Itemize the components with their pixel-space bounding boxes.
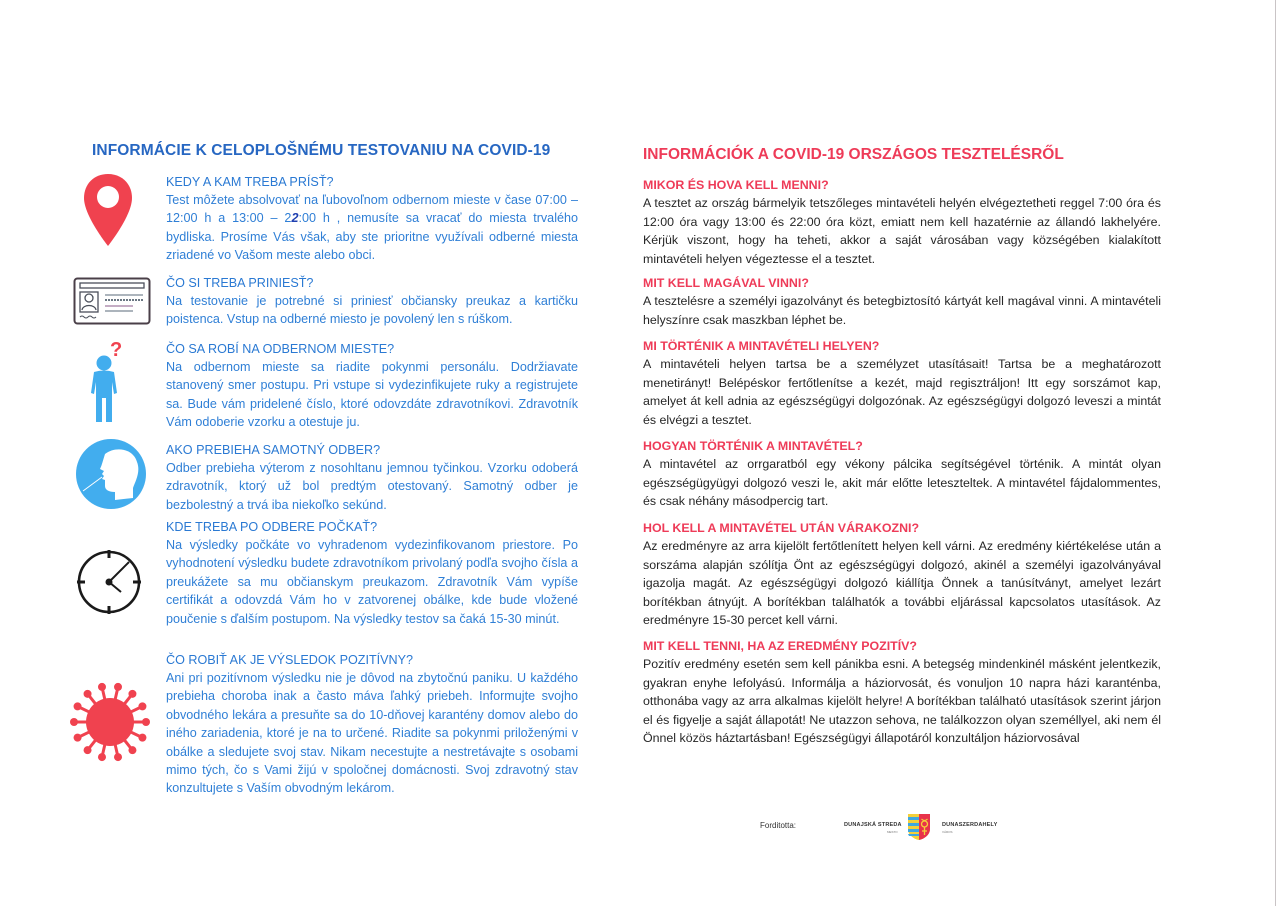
virus-spike-tip [138,702,146,710]
hungarian-section-when-where [643,176,1161,268]
virus-spike-tip [98,683,106,691]
section-body: Na odbernom mieste sa riadite pokynmi personálu. Dodržiavate stanovený smer postupu. Pri vstupe si vydezinfikujete ruky a registrujete sa. Bude vám pridelené číslo, ktoré odovzdáte zdravotníkovi. Zdravotník Vám odoberie vzorku a otestuje ju. [166,360,578,430]
virus-spike-tip [142,718,150,726]
section-body: Az eredményre az arra kijelölt fertőtlenített helyen kell várni. Az eredmény kiértékelése után a sorszáma alapján szólítja Önt az egészségügyi dolgozó, akinél a személyi igazolványával igazolja magát. Az egészségügyi dolgozó kiállítja Önnek a tanúsítványt, amelyet lezárt borítékban átnyújt. A borítékban találhatók a további eljárással kapcsolatos utasítások. Az eredményre 15-30 percet kell várni. [643,539,1161,627]
virus-spike-tip [84,746,92,754]
virus-spike-tip [70,718,78,726]
section-heading: HOGYAN TÖRTÉNIK A MINTAVÉTEL? [643,439,863,453]
hungarian-section-what-to-bring [643,274,1161,329]
virus-spike-tip [74,734,82,742]
nasal-swab-head-icon [75,438,147,510]
page-edge-line [1275,0,1276,906]
slovak-section-when-where [166,173,578,265]
translated-by-label: Forditotta: [760,821,797,830]
virus-icon [68,680,152,764]
slovak-section-waiting [166,518,578,628]
hungarian-title: INFORMÁCIÓK A COVID-19 ORSZÁGOS TESZTELÉSRŐL [643,146,1064,163]
section-body: Ani pri pozitívnom výsledku nie je dôvod na zbytočnú paniku. U každého prebieha choroba inak a často máva ľahký priebeh. Informujte svojho obvodného lekára a presuňte sa do 10-dňovej karantény domov alebo do iného zariadenia, ktoré je na to určené. Riadite sa pokynmi priloženými v obálke a sledujete svoj stav. Nikam necestujte a nestretávajte s osobami mimo tých, čo s Vami žijú v spoločnej domácnosti. Svoj zdravotný stav konzultujete s Vaším obvodným lekárom. [166,671,578,796]
city-type-slovak: MESTO [887,830,898,834]
section-heading: MI TÖRTÉNIK A MINTAVÉTELI HELYEN? [643,339,880,353]
section-heading: ČO SI TREBA PRINIESŤ? [166,276,314,290]
virus-spike-tip [114,753,122,761]
virus-spike-tip [98,753,106,761]
virus-spike-tip [74,702,82,710]
slovak-section-at-site [166,340,578,432]
section-heading: MIT KELL MAGÁVAL VINNI? [643,276,809,290]
section-heading: AKO PREBIEHA SAMOTNÝ ODBER? [166,443,381,457]
location-pin-icon [82,172,134,248]
slovak-section-positive [166,651,578,798]
city-type-hungarian: VÁROS [942,830,953,834]
slovak-title: INFORMÁCIE K CELOPLOŠNÉMU TESTOVANIU NA COVID-19 [92,142,551,159]
section-heading: ČO SA ROBÍ NA ODBERNOM MIESTE? [166,342,395,356]
section-heading: MIT KELL TENNI, HA AZ EREDMÉNY POZITÍV? [643,639,917,653]
section-body: Na testovanie je potrebné si priniesť občiansky preukaz a kartičku poistenca. Vstup na odberné miesto je povolený len s rúškom. [166,294,578,327]
section-body: Pozitív eredmény esetén sem kell pánikba esni. A betegség mindenkinél másként jelentkezik, gyakran enyhe lefolyású. Informálja a háziorvosát, és vonuljon 10 napra házi karanténba, otthonába vagy az arra alkalmas kijelölt helyre! A borítékban található utasítások szerint járjon el és figyelje a saját állapotát! Ne utazzon sehova, ne találkozzon olyan személlyel, aki nem él Önnel közös háztartásban! Egészségügyi állapotáról konzultáljon háziorvosával [643,657,1161,745]
person-question-icon [90,338,130,424]
section-heading: MIKOR ÉS HOVA KELL MENNI? [643,178,829,192]
section-heading: KEDY A KAM TREBA PRÍSŤ? [166,175,334,189]
body-text-part: Test môžete absolvovať na ľubovoľnom odbernom mieste v čase 07:00 – 12:00 h a 13:00 – 2 [166,193,578,226]
slovak-section-sampling [166,441,578,514]
virus-spike-tip [84,690,92,698]
section-body: A tesztet az ország bármelyik tetszőleges mintavételi helyén elvégeztetheti reggel 7:00 óra és 12:00 óra vagy 13:00 és 22:00 óra közt, emiatt nem kell hazatérnie az állandó lakhelyére. Kérjük viszont, hogy ha teheti, akkor a saját városában vagy községében kialakított mintavételi helyen végeztesse el a tesztet. [643,196,1161,266]
section-heading: HOL KELL A MINTAVÉTEL UTÁN VÁRAKOZNI? [643,521,920,535]
handwritten-correction: 2 [291,211,299,226]
translation-credit [760,812,1020,842]
clock-icon [73,546,145,618]
virus-spike-tip [114,683,122,691]
body-text-part: :00 h , nemusíte sa vracať do miesta trvalého bydliska. Prosíme Vás však, aby ste prioritne využívali odberné miesta zriadené vo Vašom meste alebo obci. [166,211,578,263]
id-card-icon [73,277,151,325]
slovak-section-what-to-bring [166,274,578,329]
hungarian-section-sampling [643,437,1161,511]
hungarian-section-positive [643,637,1161,748]
section-body: Odber prebieha výterom z nosohltanu jemnou tyčinkou. Vzorku odoberá zdravotník, ktorý už bol predtým otestovaný. Samotný odber je bezbolestný a trvá iba niekoľko sekúnd. [166,461,578,512]
hungarian-section-waiting [643,519,1161,630]
virus-spike-tip [128,746,136,754]
city-name-hungarian: DUNASZERDAHELY [942,822,998,828]
svg-text:?: ? [110,339,123,361]
section-body [166,191,578,265]
virus-spike-tip [138,734,146,742]
section-body: Na výsledky počkáte vo vyhradenom vydezinfikovanom priestore. Po vyhodnotení výsledku budete zdravotníkom privolaný podľa svojho čísla a preukážete sa mu občianskym preukazom. Zdravotník Vám vypíše certifikát a odovzdá Vám ho v zatvorenej obálke, kde bude vložené poučenie s ďalším postupom. Na výsledky testov sa čaká 15-30 minút. [166,538,578,626]
virus-spike-tip [128,690,136,698]
city-coat-of-arms-icon [907,813,931,841]
section-heading: ČO ROBIŤ AK JE VÝSLEDOK POZITÍVNY? [166,653,414,667]
hungarian-section-at-site [643,337,1161,429]
section-body: A mintavételi helyen tartsa be a személyzet utasításait! Tartsa be a meghatározott menetirányt! Belépéskor fertőtlenítse a kezét, majd regisztráljon! Itt egy sorszámot kap, amelyet át kell adnia az egészségügyi dolgozónak. Az egészségügyi dolgozó leveszi a mintát és elvégzi a tesztet. [643,357,1161,427]
section-heading: KDE TREBA PO ODBERE POČKAŤ? [166,520,378,534]
section-body: A mintavétel az orrgaratból egy vékony pálcika segítségével történik. A mintát olyan egészségügyügyi dolgozó veszi le, akit már előtte leteszteltek. A mintavétel fájdalommentes, és csak néhány másodpercig tart. [643,457,1161,508]
section-body: A tesztelésre a személyi igazolványt és betegbiztosító kártyát kell magával vinni. A mintavételi helyszínre csak maszkban léphet be. [643,294,1161,327]
city-name-slovak: DUNAJSKÁ STREDA [844,822,902,828]
